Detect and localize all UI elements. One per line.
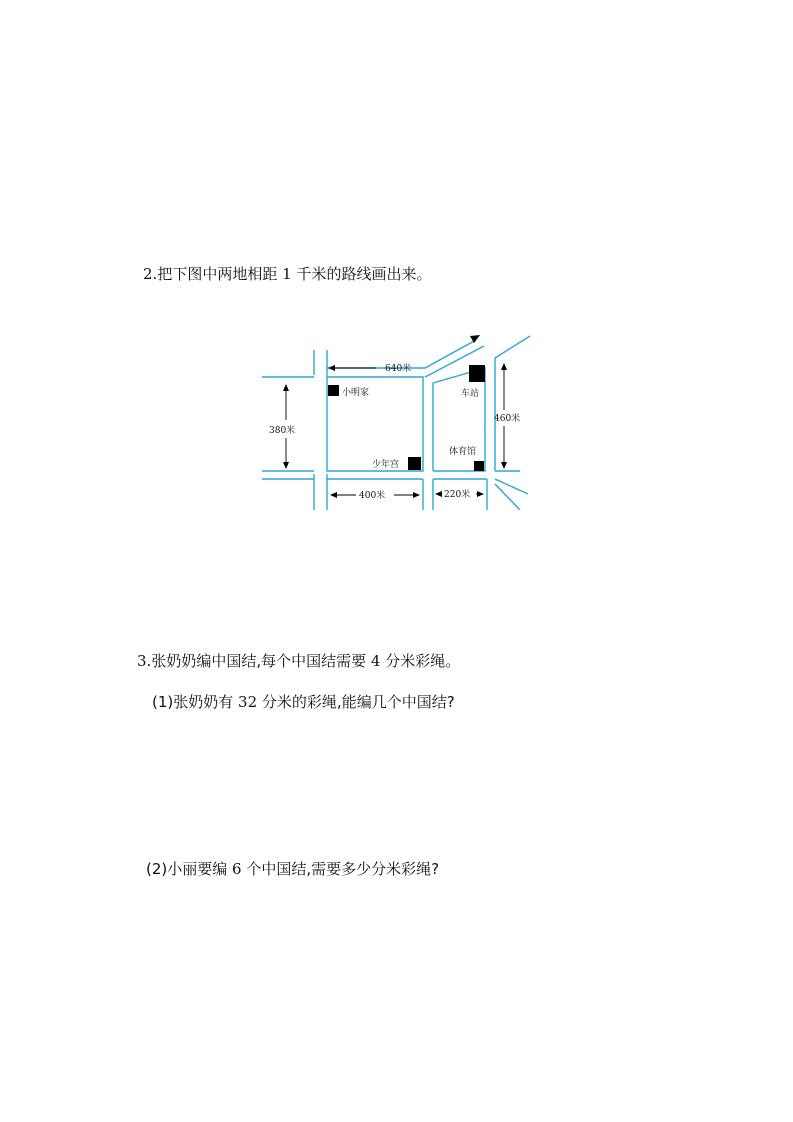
bottom-mid-arrow-left: [330, 492, 337, 498]
question-3-part-2-count: 6: [232, 860, 242, 878]
road-network: [262, 336, 530, 510]
bottom-right-arrow-left: [435, 491, 442, 497]
bottom-right-arrow-right: [477, 491, 484, 497]
question-3-part-1-length: 32: [238, 693, 258, 711]
bottom-right-distance-label: 220米: [444, 490, 471, 500]
left-distance-label: 380米: [269, 426, 296, 436]
right-arrow-down: [501, 462, 507, 469]
question-3-part-2-text-b: 个中国结,需要多少分米彩绳?: [246, 860, 440, 878]
right-distance-label: 460米: [494, 414, 521, 424]
top-arrow-left: [328, 365, 335, 371]
xiaoming-home-marker: [328, 385, 339, 396]
question-3-part-1: [152, 691, 455, 712]
youth-palace-label: 少年宫: [372, 460, 400, 470]
question-3-part-2: [146, 858, 439, 879]
bottom-mid-distance-label: 400米: [359, 491, 386, 501]
question-2-number: 2.: [143, 265, 158, 283]
question-3-part-1-text-a: 张奶奶有: [173, 693, 234, 711]
question-3: [137, 650, 460, 671]
youth-palace-marker: [408, 457, 421, 470]
question-3-part-2-text-a: 小丽要编: [167, 860, 228, 878]
gym-marker: [474, 461, 484, 471]
question-3-length: 4: [370, 652, 381, 670]
question-2-text-a: 把下图中两地相距: [157, 265, 278, 283]
question-2-text-b: 千米的路线画出来。: [296, 265, 432, 283]
top-distance-label: 640米: [385, 364, 412, 374]
right-arrow-up: [501, 363, 507, 370]
gym-label: 体育馆: [449, 447, 477, 457]
question-3-text-b: 分米彩绳。: [385, 652, 461, 670]
station-label: 车站: [461, 389, 480, 399]
question-3-number: 3.: [137, 652, 152, 670]
question-3-text-a: 张奶奶编中国结,每个中国结需要: [151, 652, 367, 670]
xiaoming-home-label: 小明家: [342, 388, 370, 398]
bottom-mid-arrow-right: [413, 492, 420, 498]
question-3-part-1-label: (1): [152, 693, 174, 711]
question-3-part-2-label: (2): [146, 860, 168, 878]
route-map: [258, 328, 538, 510]
station-marker: [469, 365, 485, 382]
question-3-part-1-text-b: 分米的彩绳,能编几个中国结?: [261, 693, 455, 711]
left-arrow-down: [283, 462, 289, 469]
question-2-distance: 1: [282, 265, 292, 283]
question-2: [143, 263, 431, 284]
left-arrow-up: [283, 384, 289, 391]
